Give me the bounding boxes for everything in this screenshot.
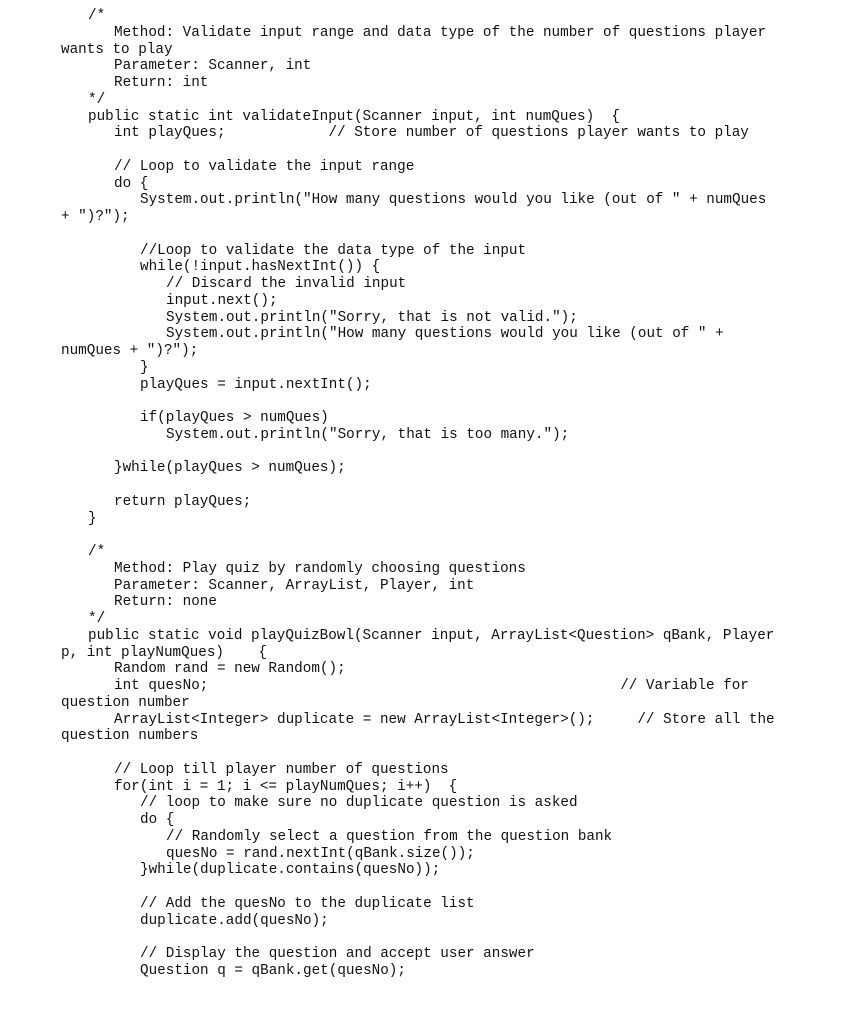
code-line: question numbers [61,728,199,745]
code-line: Method: Validate input range and data type of the number of questions player [114,24,767,41]
code-line: do { [140,812,175,828]
code-line: while(!input.hasNextInt()) { [140,259,381,276]
code-line: Return: none [114,594,217,611]
code-line: // Add the quesNo to the duplicate list [140,895,475,912]
code-line: duplicate.add(quesNo); [140,912,329,929]
code-line: System.out.println("Sorry, that is not valid."); [166,309,578,326]
code-line: Parameter: Scanner, int [114,58,312,75]
code-line: Random rand = new Random(); [114,661,346,678]
code-line: if(playQues > numQues) [140,410,329,426]
code-line: for(int i = 1; i <= playNumQues; i++) { [114,778,458,795]
code-line: question number [61,694,190,711]
code-line: // Loop till player number of questions [114,761,449,778]
code-line [0,527,860,544]
code-line: p, int playNumQues) { [61,644,267,661]
code-line: // Loop to validate the input range [114,158,415,175]
code-line: Parameter: Scanner, ArrayList, Player, int [114,577,475,594]
code-line: public static int validateInput(Scanner input, int numQues) { [88,108,620,125]
code-line: Return: int [114,75,209,91]
code-line: ArrayList<Integer> duplicate = new ArrayList<Integer>(); // Store all the [114,711,775,728]
code-line: return playQues; [114,493,252,510]
code-line: quesNo = rand.nextInt(qBank.size()); [166,845,475,862]
code-line: */ [88,611,106,627]
code-line: int quesNo; // Variable for [114,678,749,694]
code-line: } [88,510,97,527]
code-line: System.out.println("How many questions would you like (out of " + numQues [140,192,767,209]
code-line [0,142,860,159]
code-line: /* [88,544,106,560]
code-line: do { [114,175,149,192]
code-line: // Display the question and accept user answer [140,946,535,962]
code-line: wants to play [61,41,173,58]
code-line [0,879,860,896]
code-line [0,444,860,461]
code-line: + ")?"); [61,209,130,225]
code-line: */ [88,91,106,108]
code-line [0,745,860,762]
code-line: //Loop to validate the data type of the input [140,242,527,259]
code-line: /* [88,8,106,24]
code-line [0,477,860,494]
code-line [0,929,860,946]
code-line: }while(playQues > numQues); [114,460,346,477]
code-line: // loop to make sure no duplicate question is asked [140,795,578,812]
code-line [0,393,860,410]
code-line: playQues = input.nextInt(); [140,376,372,393]
code-line [0,226,860,243]
code-line: Question q = qBank.get(quesNo); [140,962,406,979]
code-line: Method: Play quiz by randomly choosing questions [114,560,526,577]
code-line: // Randomly select a question from the question bank [166,828,613,845]
code-line: numQues + ")?"); [61,343,199,359]
code-line: int playQues; // Store number of questions player wants to play [114,125,749,142]
code-listing [0,8,860,980]
code-line: } [140,359,149,376]
code-line: input.next(); [166,292,278,309]
code-line: System.out.println("Sorry, that is too many."); [166,426,570,443]
code-line: System.out.println("How many questions would you like (out of " + [166,326,724,343]
code-line: public static void playQuizBowl(Scanner input, ArrayList<Question> qBank, Player [88,627,775,644]
code-line: }while(duplicate.contains(quesNo)); [140,862,441,879]
code-line: // Discard the invalid input [166,276,407,292]
